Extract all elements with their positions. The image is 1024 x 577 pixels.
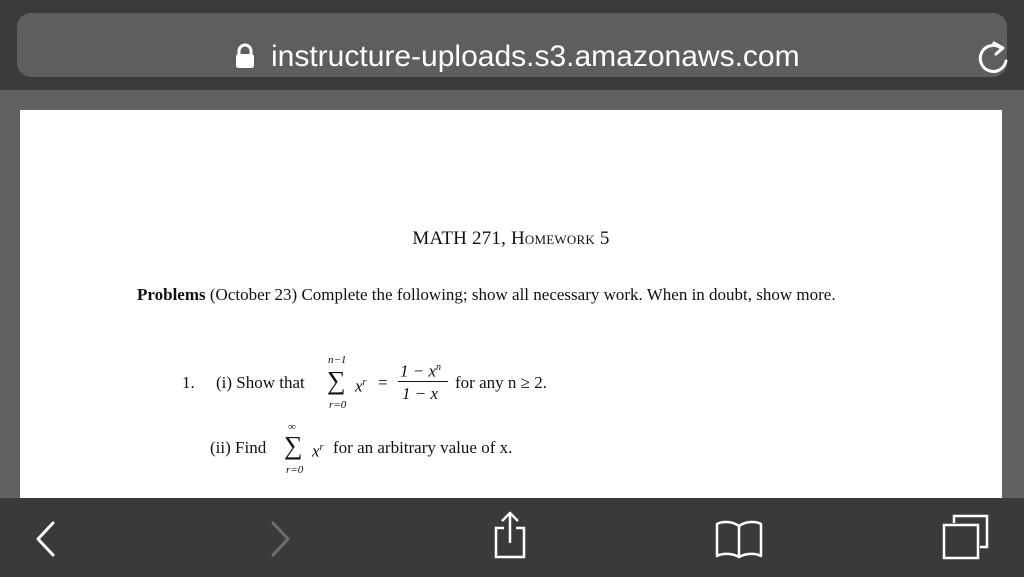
fraction-numerator: $1 - x^n$ [400,361,442,381]
page-margin-top [0,90,1024,110]
intro-paragraph: Problems (October 23) Complete the following; show all necessary work. When in doubt, show more. [137,285,836,304]
sum-lower-limit-ii: r=0 [286,464,304,476]
url-text[interactable]: instructure-uploads.s3.amazonaws.com [271,40,800,73]
part-ii-label: (ii) Find [210,438,267,457]
address-bar[interactable] [17,13,1007,77]
part-i-label: (i) Show that [216,373,305,392]
book-icon[interactable] [714,518,764,560]
page-margin-left [0,110,20,498]
chevron-left-icon[interactable] [34,520,58,558]
sum-symbol-ii: ∑ [284,431,303,460]
sum-symbol-i: ∑ [327,366,346,395]
problems-heading: Problems [137,285,206,304]
sum-upper-limit-i: n−1 [328,354,347,366]
sum-term-i: $x^r$ [355,376,367,396]
problem-number: 1. [182,373,195,392]
sum-upper-limit-ii: ∞ [288,421,296,433]
reload-icon[interactable] [975,39,1013,79]
fraction-denominator: 1 − x [402,384,439,403]
fraction-bar [398,381,448,382]
document-title: MATH 271, Homework 5 [412,228,610,249]
equals-sign: = [378,373,388,392]
chevron-right-icon[interactable] [268,520,292,558]
browser-top-bar [0,0,1024,90]
browser-bottom-toolbar [0,498,1024,577]
document-page [20,110,1002,498]
share-icon[interactable] [492,510,528,560]
lock-icon [235,43,255,69]
part-i-suffix: for any n ≥ 2. [455,373,547,392]
sum-lower-limit-i: r=0 [329,399,347,411]
sum-term-ii: $x^r$ [312,441,324,461]
part-ii-suffix: for an arbitrary value of x. [333,438,513,457]
page-margin-right [1002,110,1024,498]
tabs-icon[interactable] [940,512,992,562]
